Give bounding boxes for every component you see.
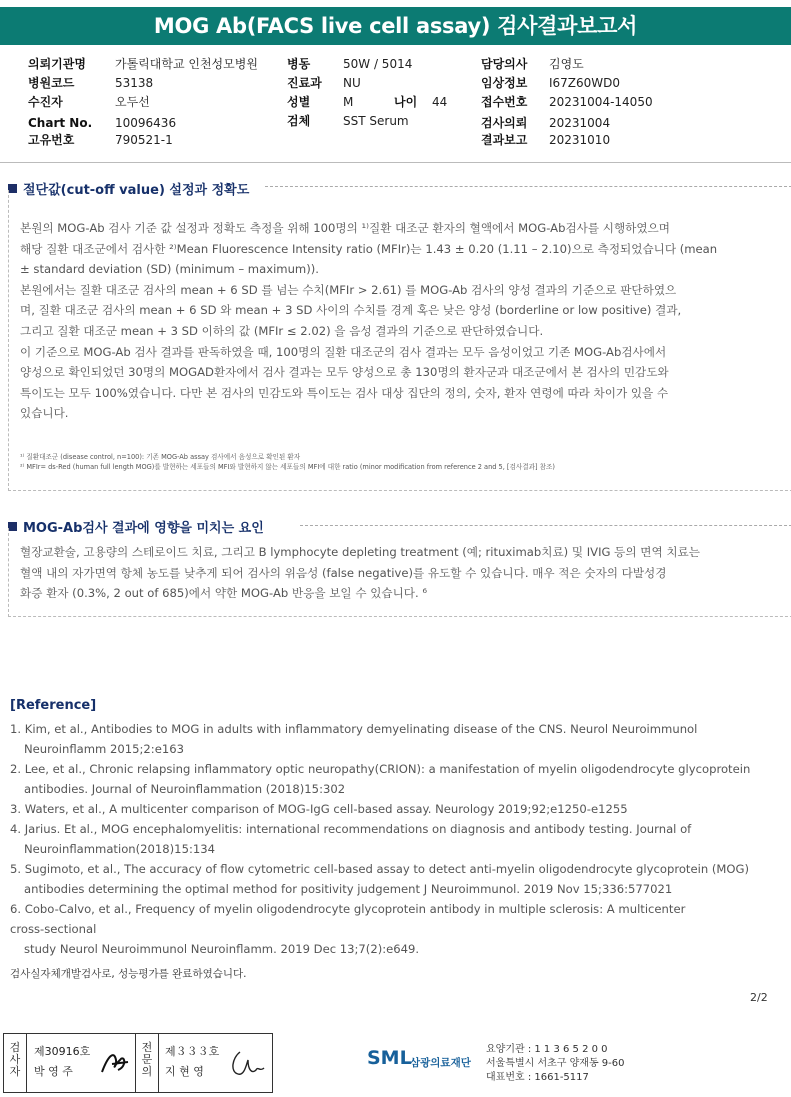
field-label: 검사의뢰 <box>481 116 528 130</box>
address-line: 요양기관 : 1 1 3 6 5 2 0 0 <box>486 1044 608 1055</box>
header-row <box>28 133 74 148</box>
field-value: 가톨릭대학교 인천성모병원 <box>115 57 258 71</box>
footnote: ¹⁾ 질환대조군 (disease control, n=100): 기존 MOG-Ab assay 검사에서 음성으로 확인된 환자 <box>20 453 301 461</box>
paragraph-line: ± standard deviation (SD) (minimum – maximum)). <box>20 262 319 277</box>
field-value: 김영도 <box>549 57 584 71</box>
field-label: 병원코드 <box>28 76 75 90</box>
specialist-signature-icon <box>226 1046 266 1080</box>
header-divider <box>0 162 791 163</box>
field-label: 임상정보 <box>481 76 528 90</box>
age-label: 나이 <box>394 95 418 109</box>
paragraph-line: 있습니다. <box>20 406 69 421</box>
field-label: 고유번호 <box>28 133 75 147</box>
field-value: M <box>343 95 354 109</box>
validation-note: 검사실자체개발검사로, 성능평가를 완료하였습니다. <box>10 968 247 980</box>
reference-line: cross-sectional <box>10 922 97 936</box>
paragraph-line: 해당 질환 대조군에서 검사한 ²⁾Mean Fluorescence Intensity ratio (MFIr)는 1.43 ± 0.20 (1.11 – 2.10)으로 측정되었습니다 (mean <box>20 241 718 256</box>
field-value: 20231004 <box>549 116 611 130</box>
examiner-signature-icon <box>98 1046 134 1078</box>
reference-title: [Reference] <box>10 698 97 713</box>
field-value: I67Z60WD0 <box>549 76 621 90</box>
field-value: 50W / 5014 <box>343 57 413 71</box>
examiner-label-cell <box>4 1034 27 1092</box>
paragraph-line: 혈장교환술, 고용량의 스테로이드 치료, 그리고 B lymphocyte depleting treatment (예; rituximab치료) 및 IVIG 등의 면역 치료는 <box>20 545 700 559</box>
reference-line: Neuroinflamm 2015;2:e163 <box>24 742 184 756</box>
address-line: 대표번호 : 1661-5117 <box>486 1072 589 1083</box>
field-label: 병동 <box>287 57 311 71</box>
reference-line: 5. Sugimoto, et al., The accuracy of flow cytometric cell-based assay to detect anti-myelin oligodendrocyte glycoprotein (MOG) <box>10 862 750 876</box>
field-value: 20231004-14050 <box>549 95 653 109</box>
specialist-license: 제３３３호 <box>165 1045 220 1058</box>
header-row <box>28 95 63 110</box>
field-label: 의뢰기관명 <box>28 57 86 71</box>
age-value: 44 <box>432 95 448 109</box>
field-value: 오두선 <box>115 95 150 109</box>
field-value: 53138 <box>115 76 154 90</box>
paragraph-line: 며, 질환 대조군 검사의 mean + 6 SD 와 mean + 3 SD 사이의 수치를 경계 혹은 낮은 양성 (borderline or low positive) 결과, <box>20 303 682 318</box>
org-name: 삼광의료재단 <box>410 1057 471 1069</box>
section1-title: 절단값(cut-off value) 설정과 정확도 <box>23 183 250 198</box>
paragraph-line: 특이도는 모두 100%였습니다. 다만 본 검사의 민감도와 특이도는 검사 대상 집단의 정의, 숫자, 환자 연령에 따라 차이가 있을 수 <box>20 385 669 400</box>
section1-footnotes <box>20 452 555 472</box>
header-row <box>28 57 86 72</box>
reference-line: antibodies determining the optimal method for positivity judgement J Neuroimmunol. 2019 Nov 15;336:577021 <box>24 882 673 896</box>
reference-line: 3. Waters, et al., A multicenter comparison of MOG-IgG cell-based assay. Neurology 2019;92;e1250-e1255 <box>10 802 628 816</box>
report-title: MOG Ab(FACS live cell assay) 검사결과보고서 <box>0 7 791 45</box>
reference-line: Neuroinflammation(2018)15:134 <box>24 842 215 856</box>
page-number: 2/2 <box>750 991 768 1004</box>
section-divider <box>300 525 791 526</box>
paragraph-line: 양성으로 확인되었던 30명의 MOGAD환자에서 검사 결과는 모두 양성으로 총 130명의 환자군과 대조군에서 본 검사의 민감도와 <box>20 365 669 380</box>
section-divider <box>265 186 791 187</box>
paragraph-line: 본원의 MOG-Ab 검사 기준 값 설정과 정확도 측정을 위해 100명의 ¹⁾질환 대조군 환자의 혈액에서 MOG-Ab검사를 시행하였으며 <box>20 221 670 235</box>
header-row <box>28 76 74 91</box>
field-label: 수진자 <box>28 95 63 109</box>
reference-line: 4. Jarius. Et al., MOG encephalomyelitis: international recommendations on diagnosis and antibody testing. Journal of <box>10 822 692 836</box>
field-label: 진료과 <box>287 76 322 90</box>
signature-box <box>3 1033 273 1093</box>
field-label: Chart No. <box>28 116 93 130</box>
field-value: 790521-1 <box>115 133 173 147</box>
field-label: 검체 <box>287 114 311 128</box>
specialist-label: 전문의 <box>141 1041 153 1078</box>
paragraph-line: 본원에서는 질환 대조군 검사의 mean + 6 SD 를 넘는 수치(MFIr > 2.61) 를 MOG-Ab 검사의 양성 결과의 기준으로 판단하였으 <box>20 282 677 297</box>
field-value: NU <box>343 76 361 90</box>
footnote: ²⁾ MFIr= ds-Red (human full length MOG)를 발현하는 세포들의 MFI와 발현하지 않는 세포들의 MFI에 대한 ratio (minor modification from reference 2 and 5, [검사결과] 참조) <box>20 463 555 471</box>
field-value: 10096436 <box>115 116 177 130</box>
reference-line: 6. Cobo-Calvo, et al., Frequency of myelin oligodendrocyte glycoprotein antibody in multiple sclerosis: A multicenter <box>10 902 686 916</box>
paragraph-line: 이 기준으로 MOG-Ab 검사 결과를 판독하였을 때, 100명의 질환 대조군의 검사 결과는 모두 음성이었고 기존 MOG-Ab검사에서 <box>20 344 667 359</box>
section1-body <box>20 218 717 424</box>
field-value: SST Serum <box>343 114 409 128</box>
specialist-label-cell <box>135 1034 159 1092</box>
examiner-label: 검사자 <box>9 1041 21 1078</box>
examiner-name: 박 영 주 <box>34 1065 73 1078</box>
field-value: 20231010 <box>549 133 611 147</box>
reference-list <box>10 719 750 959</box>
examiner-license: 제30916호 <box>34 1045 91 1058</box>
paragraph-line: 그리고 질환 대조군 mean + 3 SD 이하의 값 (MFIr ≤ 2.02) 을 음성 결과의 기준으로 판단하였습니다. <box>20 323 544 338</box>
section2-title: MOG-Ab검사 결과에 영향을 미치는 요인 <box>23 521 264 536</box>
org-address <box>486 1043 625 1085</box>
field-label: 성별 <box>287 95 311 109</box>
header-row <box>28 116 92 131</box>
section2-body <box>20 542 700 604</box>
specialist-name: 지 현 영 <box>165 1065 204 1078</box>
address-line: 서울특별시 서초구 양재동 9-60 <box>486 1058 625 1069</box>
paragraph-line: 혈액 내의 자가면역 항체 농도를 낮추게 되어 검사의 위음성 (false negative)를 유도할 수 있습니다. 매우 적은 숫자의 다발성경 <box>20 565 667 580</box>
reference-line: 2. Lee, et al., Chronic relapsing inflammatory optic neuropathy(CRION): a manifestation of myelin oligodendrocyte glycoprotein <box>10 762 751 776</box>
field-label: 담당의사 <box>481 57 528 71</box>
paragraph-line: 화증 환자 (0.3%, 2 out of 685)에서 약한 MOG-Ab 반응을 보일 수 있습니다. ⁶ <box>20 586 428 601</box>
field-label: 결과보고 <box>481 133 528 147</box>
reference-line: study Neurol Neuroimmunol Neuroinflamm. 2019 Dec 13;7(2):e649. <box>24 942 420 956</box>
reference-line: antibodies. Journal of Neuroinflammation (2018)15:302 <box>24 782 346 796</box>
reference-line: 1. Kim, et al., Antibodies to MOG in adults with inflammatory demyelinating disease of the CNS. Neurol Neuroimmunol <box>10 722 698 736</box>
field-label: 접수번호 <box>481 95 528 109</box>
sml-logo-text: SML <box>367 1047 412 1069</box>
sml-logo <box>367 1047 412 1069</box>
